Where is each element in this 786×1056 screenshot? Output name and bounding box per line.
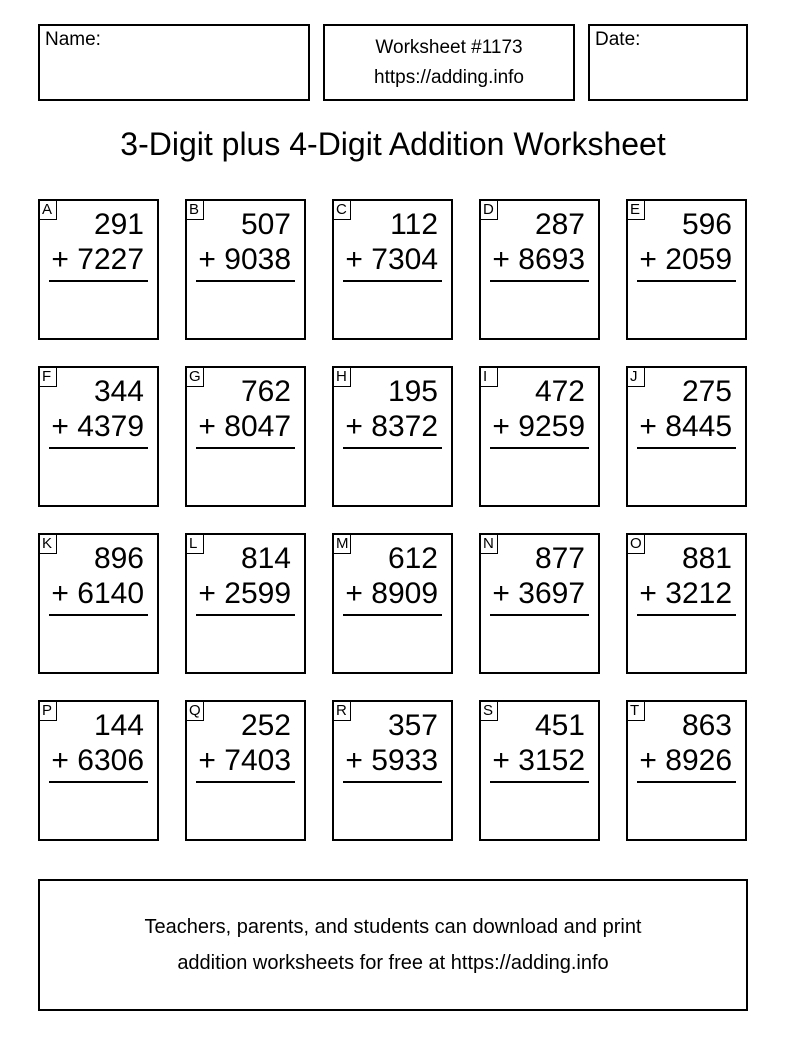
problem-n: [479, 533, 600, 674]
sum-line: [196, 447, 295, 449]
addend-bottom: + 6140: [51, 577, 144, 610]
footer-box: [38, 879, 748, 1011]
addend-bottom: + 9259: [492, 410, 585, 443]
problem-o: [626, 533, 747, 674]
sum-line: [343, 614, 442, 616]
problem-i: [479, 366, 600, 507]
problem-label: H: [332, 366, 351, 387]
problem-label: K: [38, 533, 57, 554]
problem-h: [332, 366, 453, 507]
addend-top: 195: [387, 375, 438, 408]
problem-label: P: [38, 700, 57, 721]
addend-top: 112: [390, 208, 438, 241]
problem-label: M: [332, 533, 351, 554]
problem-t: [626, 700, 747, 841]
problem-q: [185, 700, 306, 841]
sum-line: [49, 280, 148, 282]
sum-line: [343, 781, 442, 783]
problem-f: [38, 366, 159, 507]
addend-bottom: + 3212: [639, 577, 732, 610]
problem-g: [185, 366, 306, 507]
sum-line: [637, 781, 736, 783]
addend-top: 357: [387, 709, 438, 742]
addend-bottom: + 7304: [345, 243, 438, 276]
problem-label: S: [479, 700, 498, 721]
addend-bottom: + 8909: [345, 577, 438, 610]
sum-line: [637, 280, 736, 282]
addend-bottom: + 8693: [492, 243, 585, 276]
sum-line: [49, 614, 148, 616]
addend-top: 612: [387, 542, 438, 575]
sum-line: [343, 280, 442, 282]
problem-m: [332, 533, 453, 674]
addend-bottom: + 8372: [345, 410, 438, 443]
addend-bottom: + 9038: [198, 243, 291, 276]
problem-label: O: [626, 533, 645, 554]
addend-top: 814: [240, 542, 291, 575]
addend-bottom: + 3152: [492, 744, 585, 777]
problem-label: B: [185, 199, 204, 220]
addend-bottom: + 2059: [639, 243, 732, 276]
addend-bottom: + 5933: [345, 744, 438, 777]
addend-bottom: + 2599: [198, 577, 291, 610]
name-label: Name:: [45, 29, 101, 50]
addend-bottom: + 8445: [639, 410, 732, 443]
addend-top: 877: [534, 542, 585, 575]
addend-bottom: + 3697: [492, 577, 585, 610]
problem-label: I: [479, 366, 498, 387]
problem-s: [479, 700, 600, 841]
addend-top: 144: [93, 709, 144, 742]
addend-top: 287: [534, 208, 585, 241]
problem-label: L: [185, 533, 204, 554]
problem-label: N: [479, 533, 498, 554]
addend-top: 451: [534, 709, 585, 742]
sum-line: [490, 280, 589, 282]
addend-bottom: + 4379: [51, 410, 144, 443]
sum-line: [196, 614, 295, 616]
addend-top: 275: [681, 375, 732, 408]
problem-k: [38, 533, 159, 674]
problem-d: [479, 199, 600, 340]
addend-bottom: + 8047: [198, 410, 291, 443]
sum-line: [196, 781, 295, 783]
problem-l: [185, 533, 306, 674]
addend-bottom: + 6306: [51, 744, 144, 777]
worksheet-info-box: [323, 24, 575, 101]
addend-top: 596: [681, 208, 732, 241]
problem-p: [38, 700, 159, 841]
sum-line: [637, 614, 736, 616]
sum-line: [490, 614, 589, 616]
problem-label: A: [38, 199, 57, 220]
page-title: 3-Digit plus 4-Digit Addition Worksheet: [120, 126, 666, 162]
addend-top: 881: [681, 542, 732, 575]
sum-line: [49, 447, 148, 449]
date-label: Date:: [595, 29, 641, 50]
sum-line: [49, 781, 148, 783]
problem-j: [626, 366, 747, 507]
problem-label: G: [185, 366, 204, 387]
footer-line-2: addition worksheets for free at https://adding.info: [177, 952, 609, 974]
problem-label: C: [332, 199, 351, 220]
addend-bottom: + 8926: [639, 744, 732, 777]
sum-line: [637, 447, 736, 449]
problem-label: D: [479, 199, 498, 220]
addend-top: 291: [93, 208, 144, 241]
addend-top: 252: [240, 709, 291, 742]
addend-top: 863: [681, 709, 732, 742]
addend-bottom: + 7227: [51, 243, 144, 276]
problem-r: [332, 700, 453, 841]
problem-label: E: [626, 199, 645, 220]
problem-label: R: [332, 700, 351, 721]
addend-top: 896: [93, 542, 144, 575]
worksheet-website: https://adding.info: [374, 67, 524, 88]
problem-label: J: [626, 366, 645, 387]
addend-bottom: + 7403: [198, 744, 291, 777]
problem-e: [626, 199, 747, 340]
sum-line: [490, 781, 589, 783]
addend-top: 472: [534, 375, 585, 408]
problem-label: F: [38, 366, 57, 387]
name-field[interactable]: [38, 24, 310, 101]
problem-label: T: [626, 700, 645, 721]
worksheet-id: Worksheet #1173: [375, 37, 523, 58]
sum-line: [490, 447, 589, 449]
sum-line: [196, 280, 295, 282]
sum-line: [343, 447, 442, 449]
problem-b: [185, 199, 306, 340]
addend-top: 762: [240, 375, 291, 408]
problem-a: [38, 199, 159, 340]
date-field[interactable]: [588, 24, 748, 101]
problem-label: Q: [185, 700, 204, 721]
addend-top: 344: [93, 375, 144, 408]
footer-line-1: Teachers, parents, and students can download and print: [144, 916, 642, 938]
problem-c: [332, 199, 453, 340]
addend-top: 507: [240, 208, 291, 241]
